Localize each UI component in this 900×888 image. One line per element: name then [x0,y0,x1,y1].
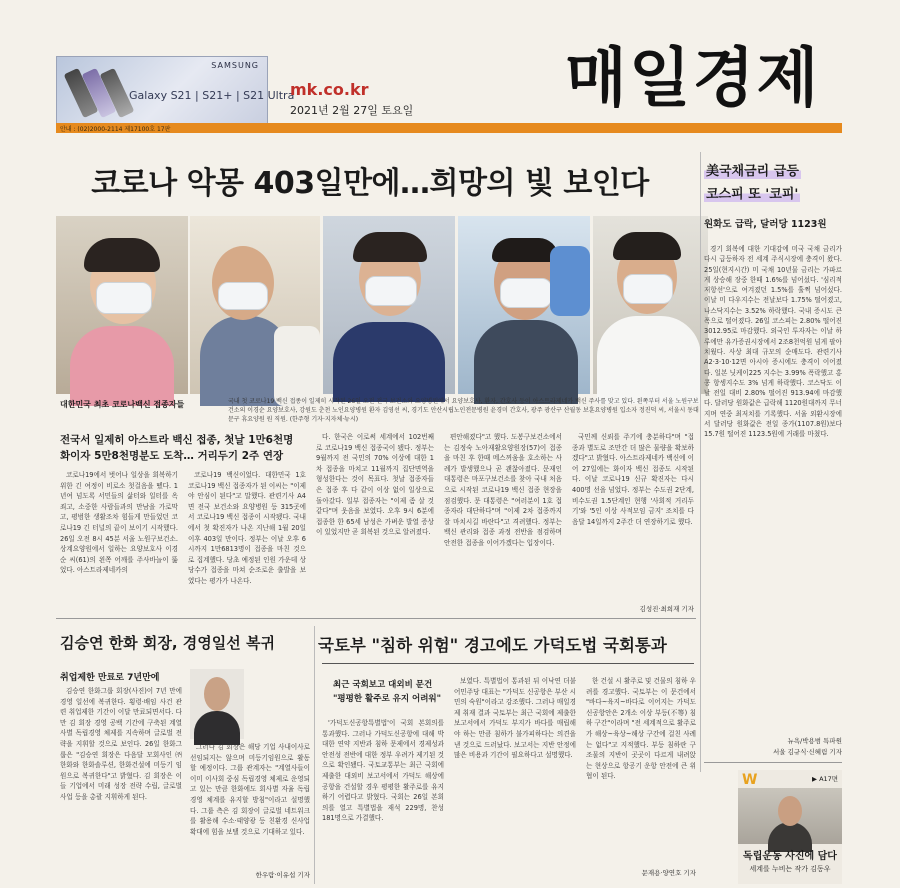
byline: 서울 김규식·신혜림 기자 [773,748,842,756]
person-hair [613,232,681,260]
article-title-hanwha[interactable]: 김승연 한화 회장, 경영일선 복귀 [60,634,275,652]
column-text: 코로나19에서 벗어나 일상을 회복하기 위한 긴 여정이 비로소 첫걸음을 뗐다. 1년여 넘도록 서민들의 삶터와 일터를 옥죄고, 소중한 사람들과의 만남을 가로막고, 평범한 생활조차 힘들게 만들었던 코로나19 긴 터널의 끝이 보이기 시작했다. 26일 오전 8시 45분 서울 노원구보건소. 상계요양원에서 일하는 요양보호사 이경순 씨(61)의 왼쪽 어깨를 주사바늘이 뚫었다. 아스트라제네카의 [60,471,178,575]
person-hair [84,238,160,272]
article-subtitle-1: 최근 국회보고 대외비 문건 [333,680,433,690]
article-column [190,742,310,868]
article-column [586,676,696,866]
vaccine-photo-2[interactable] [190,216,320,394]
divider [704,762,842,763]
ad-brand: SAMSUNG [211,61,259,70]
promo-photo [738,788,842,844]
person-head [204,677,230,711]
byline: 문재용·양연호 기자 [641,869,696,877]
article-column [444,432,562,612]
person-hair [492,238,558,262]
person-head [778,796,802,826]
byline: 한우람·이유섭 기자 [255,871,310,879]
article-title-vaccine[interactable]: 전국서 일제히 아스트라 백신 접종, 첫날 1만6천명 [60,434,294,446]
divider [56,618,696,619]
article-subtitle-vaccine[interactable]: 화이자 5만8천명분도 도착… 거리두기 2주 연장 [60,450,284,462]
face-mask [623,274,673,304]
column-text: 경기 회복에 대한 기대감에 미국 국채 금리가 다시 급등하자 전 세계 주식시장에 충격이 왔다. 25일(현지시간) 미 국채 10년물 금리는 가파르게 상승해 장중 한때 1.6%를 넘어섰다. '심리적 저항선'으로 여겨졌던 1.5%를 훌쩍 넘어섰다. 이날 미 다우지수는 전날보다 1.75% 떨어졌고, 나스닥지수는 3.52% 하락했다. 국내 증시도 큰 폭으로 떨어졌다. 26일 코스피는 2.80% 떨어진 3012.95로 마감했다. 외국인 투자자는 이날 하루에만 유가증권시장에서 2조8천억원 넘게 팔아치웠다. 사상 최대 규모의 순매도다. 관련기사 A2·3·10·12면 아시아 증시에도 충격이 이어졌다. 일본 닛케이225 지수는 3.99% 폭락했고 홍콩 항셍지수도 3% 넘게 하락했다. 코스닥도 이날 전일 대비 2.80% 떨어진 913.94에 마감했다. 달러당 원화값은 급락해 1120원대까지 무너지며 연중 최저치를 기록했다. 서울 외환시장에서 달러당 원화값은 전일 종가(1107.8원)보다 15.7원 떨어진 1123.5원에 거래를 마쳤다. [704,245,842,439]
photo-title: 대한민국 최초 코로나백신 접종자들 [60,400,185,409]
article-column [188,470,306,612]
person-body [194,711,240,745]
vaccine-photo-4[interactable] [458,216,590,394]
face-mask [218,282,268,310]
byline: 김성진·최희재 기자 [639,605,694,613]
ad-model: Galaxy S21 | S21+ | S21 Ultra [129,89,295,102]
article-column [454,676,576,878]
photo-caption [228,397,704,424]
sidebar-column [704,244,842,732]
nurse-arm [274,326,320,406]
face-mask [500,278,552,308]
sidebar-title-1[interactable]: 美국채금리 급등 [704,160,801,179]
vaccine-photo-1[interactable] [56,216,188,394]
article-column [316,432,434,612]
photo-caption-text: 국내 첫 코로나19 백신 접종이 일제히 시작된 26일 오전 전국 보건소와 요양병원에서 요양보호사, 환자, 간호사 등이 아스트라제네카 백신 주사를 맞고 있다. 왼쪽부터 서울 노원구보건소의 이경순 요양보호사, 강원도 춘천 노인요양병원 환자 김영선 씨, 경기도 안산시립노인전문병원 윤경미 간호사, 광주 광산구 산월동 보훈요양병원 입소자 정진덕 씨, 서울시 동대문구 휴요양원 원 직원. [228,398,699,423]
byline: 뉴욕/박용범 특파원 [787,737,842,745]
photo-credit: (한주형 기자·지자체·뉴시) [289,416,359,423]
main-headline[interactable]: 코로나 악몽 403일만에…희망의 빛 보인다 [91,166,649,201]
article-subtitle-hanwha: 취업제한 만료로 7년만에 [60,673,160,683]
column-text: '가덕도신공항특별법'이 국회 본회의를 통과했다. 그러나 가덕도신공항에 대해 박대한 연약 지반과 침하 문제에서 경제성과 안전성 전반에 대한 정부 우려가 제기된 것으로 확인됐다. 국토교통부는 최근 국회에 제출한 대외비 보고서에서 가덕도 해상에 공항을 건설할 경우 평평한 활주로를 유지하기 어렵다고 밝혔다. 국회는 26일 본회의를 열고 특별법을 재석 229명, 찬성 181명으로 가결했다. [322,719,444,823]
site-url[interactable]: mk.co.kr [290,80,369,99]
column-text: 편안해졌다"고 했다. 도봉구보건소에서는 김정숙 노아재활요양원장(57)이 접종을 마친 후 한때 메스꺼움을 호소하는 사례가 발생했으나 곧 괜찮아졌다. 문재인 대통령은 마포구보건소를 찾아 국내 처음으로 시작된 코로나19 백신 접종 현장을 점검했다. 문 대통령은 "여러분이 1호 접종자라 대단하다"며 "이제 2차 접종까지 잘 마치시길 바란다"고 격려했다. 정부는 백신 관리와 접종 과정 전반을 점검하며 안전한 접종을 이어가겠다는 입장이다. [444,433,562,547]
vaccine-photo-5[interactable] [593,216,708,394]
sidebar-subtitle: 원화도 급락, 달러당 1123원 [704,219,827,230]
article-column [60,470,178,612]
hanwha-chairman-photo [190,669,244,739]
person-hair [353,232,427,262]
face-mask [365,276,417,306]
promo-subtitle: 세계를 누비는 작가 김동우 [749,865,831,873]
article-column [572,432,694,602]
divider [700,152,701,772]
newspaper-logo: 매일경제 [565,42,821,116]
person-body [597,316,701,404]
divider [322,663,694,664]
column-text: 다. 한국은 이로써 세계에서 102번째로 코로나19 백신 접종국이 됐다. 정부는 9월까지 전 국민의 70% 이상에 대한 1차 접종을 마치고 11월까지 집단면역을 형성한다는 것이 목표다. 첫날 접종자들은 접종 후 다 같이 이상 없이 일상으로 돌아갔다. 일부 접종자는 "이제 좀 살 것 같다"며 웃음을 보였다. 오후 9시 6분에 접종한 한 65세 남성은 가벼운 발열 증상이 있었지만 곧 회복된 것으로 알려졌다. [316,433,434,537]
nurse-glove [550,246,590,316]
promo-title[interactable]: 독립운동 사진에 담다 [743,851,837,862]
person-body [70,326,174,406]
info-bar [56,123,842,133]
person-body [333,322,445,402]
issue-date: 2021년 2월 27일 토요일 [290,104,414,117]
column-text: 보였다. 특별법이 통과된 뒤 이낙연 더불어민주당 대표는 "가덕도 신공항은 부산 시민의 숙원"이라고 강조했다. 그러나 매일경제 취재 결과 국토부는 최근 국회에 제출한 보고서에서 가덕도 부지가 바다를 매립해야 하는 만큼 침하가 불가피하다는 의견을 낸 것으로 드러났다. 보고서는 지반 안정에 많은 비용과 기간이 필요하다고 설명했다. [454,677,576,760]
article-title-gadeokdo[interactable]: 국토부 "침하 위험" 경고에도 가덕도법 국회통과 [318,636,667,655]
samsung-advertisement[interactable] [56,56,295,124]
article-subtitle-2: "평평한 활주로 유지 어려워" [333,694,442,704]
vaccine-photo-3[interactable] [323,216,455,394]
face-mask [96,282,152,314]
article-column [60,686,182,876]
promo-logo: W [742,772,758,788]
person-body [474,320,578,404]
promo-page-ref: ▶ A17면 [812,775,839,783]
article-column [322,718,444,878]
column-text: 김승연 한화그룹 회장(사진)이 7년 만에 경영 일선에 복귀한다. 횡령·배임 사건 관련 취업제한 기간이 이달 만료되면서다. 다만 김 회장 경영 공백 기간에 구축된 계열사별 독립경영 체제를 지속하며 글로벌 전략을 지휘할 것으로 보인다. 26일 한화그룹은 "김승연 회장은 다음달 모회사인 ㈜한화와 한화솔루션, 한화건설에 미등기 임원으로 복귀한다"고 밝혔다. 김 회장은 이들 기업에서 미래 성장 전략 수립, 글로벌 사업 등을 총괄 지휘하게 된다. [60,687,182,801]
column-text: 코로나19 백신이었다. 대한민국 1호 코로나19 백신 접종자가 된 이씨는 "이제야 안심이 된다"고 말했다. 관련기사 A4면 전국 보건소와 요양병원 등 315곳에서 코로나19 백신 접종이 시작됐다. 국내에서 첫 확진자가 나온 지난해 1월 20일 이후 403일 만이다. 정부는 이날 오후 6시까지 1만6813명이 접종을 마친 것으로 집계했다. 당초 예정된 인원 가운데 상당수가 접종을 마쳐 순조로운 출발을 보였다는 평가가 나온다. [188,471,306,585]
column-text: 국민께 신뢰를 주기에 충분하다"며 "접종과 별도로 조만간 더 많은 물량을 확보하겠다"고 밝혔다. 아스트라제네카 백신에 이어 27일에는 화이자 백신 접종도 시작된다. 이날 코로나19 신규 확진자는 다시 400명 선을 넘었다. 정부는 수도권 2단계, 비수도권 1.5단계인 현행 '사회적 거리두기'와 '5인 이상 사적모임 금지' 조치를 다음달 14일까지 2주간 더 연장하기로 했다. [572,433,694,526]
sidebar-title-2[interactable]: 코스피 또 '코피' [704,183,800,202]
column-text: 그러나 김 회장은 해당 기업 사내이사로 선임되지는 않으며 미등기임원으로 활동할 예정이다. 그룹 관계자는 "계열사들이 이미 이사회 중심 독립경영 체제로 운영되고 있는 만큼 한화에도 회사별 자율 독립경영 체계를 유지할 방침"이라고 설명했다. 그룹 측은 김 회장이 글로벌 네트워크를 활용해 수소·태양광 등 친환경 신사업 확대에 힘을 보탤 것으로 기대하고 있다. [190,743,310,836]
column-text: 한 건설 시 활주로 및 건물의 침하 우려를 경고했다. 국토부는 이 문건에서 "바다~육지~바다로 이어지는 가덕도신공항안은 2개소 이상 부등(不等) 침하 구간"이라며 "전 세계적으로 활주로가 해상~육상~해상 구간에 걸친 사례는 없다"고 지적했다. 부등 침하란 구조물의 지반이 곳곳이 다르게 내려앉는 현상으로 항공기 운항 안전에 큰 위협이 된다. [586,677,696,781]
info-bar-text: 안내 : (02)2000-2114 제17100호 17판 [60,126,171,133]
divider [314,626,315,884]
